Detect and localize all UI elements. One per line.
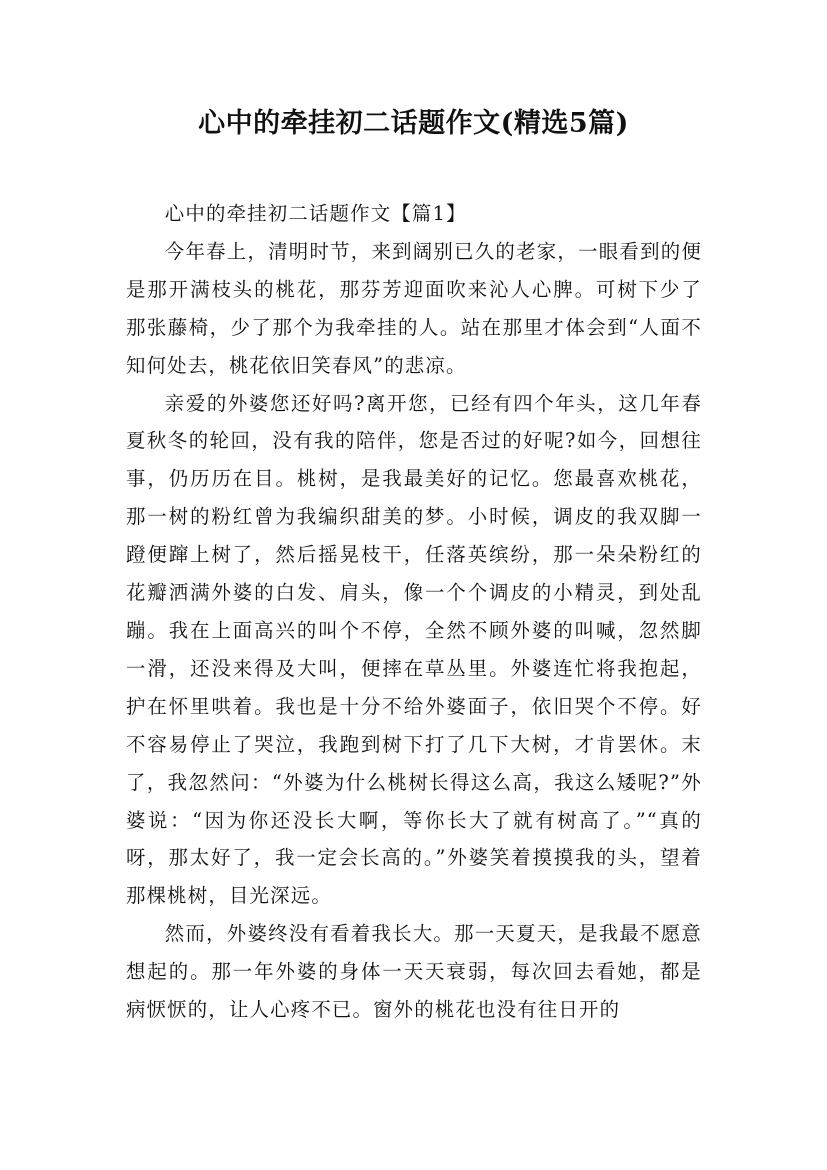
paragraph-2: 亲爱的外婆您还好吗?离开您，已经有四个年头，这几年春夏秋冬的轮回，没有我的陪伴，您是否过的好呢?如今，回想往事，仍历历在目。桃树，是我最美好的记忆。您最喜欢桃花，那一树的粉红曾为我编织甜美的梦。小时候，调皮的我双脚一蹬便蹿上树了，然后摇晃枝干，任落英缤纷，那一朵朵粉红的花瓣洒满外婆的白发、肩头，像一个个调皮的小精灵，到处乱蹦。我在上面高兴的叫个不停，全然不顾外婆的叫喊，忽然脚一滑，还没来得及大叫，便摔在草丛里。外婆连忙将我抱起，护在怀里哄着。我也是十分不给外婆面子，依旧哭个不停。好不容易停止了哭泣，我跑到树下打了几下大树，才肯罢休。末了，我忽然问：“外婆为什么桃树长得这么高，我这么矮呢?”外婆说：“因为你还没长大啊，等你长大了就有树高了。”“真的呀，那太好了，我一定会长高的。”外婆笑着摸摸我的头，望着那棵桃树，目光深远。 (126, 391, 702, 908)
paragraph-1: 今年春上，清明时节，来到阔别已久的老家，一眼看到的便是那开满枝头的桃花，那芬芳迎面吹来沁人心脾。可树下少了那张藤椅，少了那个为我牵挂的人。站在那里才体会到“人面不知何处去，桃花依旧笑春风”的悲凉。 (126, 239, 702, 377)
document-body (126, 195, 702, 1029)
paragraph-3: 然而，外婆终没有看着我长大。那一天夏天，是我最不愿意想起的。那一年外婆的身体一天天衰弱，每次回去看她，都是病恹恹的，让人心疼不已。窗外的桃花也没有往日开的 (126, 922, 702, 1022)
document-title: 心中的牵挂初二话题作文(精选5篇) (198, 108, 629, 139)
section-heading: 心中的牵挂初二话题作文【篇1】 (164, 202, 467, 225)
